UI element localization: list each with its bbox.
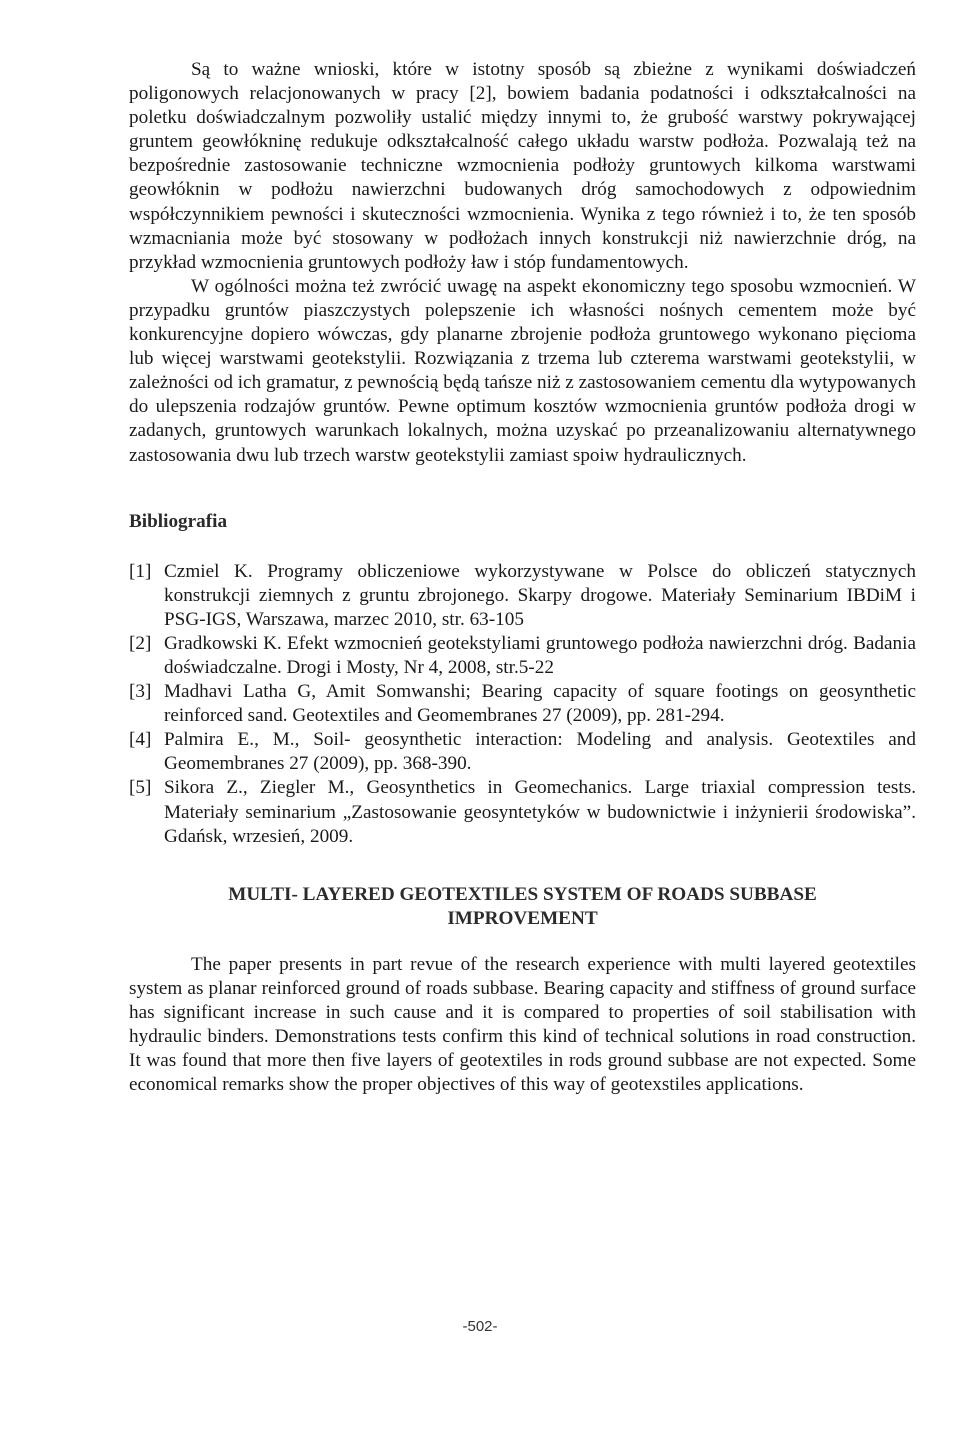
bibliography-entry-5 <box>129 776 916 848</box>
bibliography-entry-text: Madhavi Latha G, Amit Somwanshi; Bearing capacity of square footings on geosynthetic reinforced sand. Geotextiles and Geomembranes 27 (2009), pp. 281-294. <box>164 681 916 727</box>
bibliography-entry-text: Czmiel K. Programy obliczeniowe wykorzystywane w Polsce do obliczeń statycznych konstrukcji ziemnych z gruntu zbrojonego. Skarpy drogowe. Materiały Seminarium IBDiM i PSG-IGS, Warszawa, marzec 2010, str. 63-105 <box>164 560 916 630</box>
bibliography-heading: Bibliografia <box>129 510 228 532</box>
abstract-paragraph: The paper presents in part revue of the research experience with multi layered geotextiles system as planar reinforced ground of roads subbase. Bearing capacity and stiffness of ground surface has significant increase in such cause and it is compared to properties of soil stabilisation with hydraulic binders. Demonstrations tests confirm this kind of technical solutions in road construction. It was found that more then five layers of geotextiles in rods ground subbase are not expected. Some economical remarks show the proper objectives of this way of geotexstiles applications. <box>129 953 916 1096</box>
bibliography-entry-text: Palmira E., M., Soil- geosynthetic interaction: Modeling and analysis. Geotextiles and Geomembranes 27 (2009), pp. 368-390. <box>164 729 916 775</box>
page-number: -502- <box>462 1318 498 1335</box>
bibliography-entry-1 <box>129 560 916 632</box>
body-paragraph-1: Są to ważne wnioski, które w istotny sposób są zbieżne z wynikami doświadczeń poligonowych relacjonowanych w pracy [2], bowiem badania podatności i odkształcalności na poletku doświadczalnym pozwoliły ustalić między innymi to, że grubość warstwy pokrywającej gruntem geowłókninę redukuje odkształcalność całego układu warstw podłoża. Pozwalają też na bezpośrednie zastosowanie techniczne wzmocnienia podłoży gruntowych kilkoma warstwami geowłóknin w podłożu nawierzchni budowanych dróg samochodowych z odpowiednim współczynnikiem pewności i skuteczności wzmocnienia. Wynika z tego również i to, że ten sposób wzmacniania może być stosowany w podłożach innych konstrukcji niż nawierzchnie dróg, na przykład wzmocnienia gruntowych podłoży ław i stóp fundamentowych. <box>129 59 916 273</box>
bibliography-entry-number: [2] <box>129 632 152 654</box>
bibliography-list <box>129 560 916 849</box>
bibliography-entry-number: [1] <box>129 560 152 582</box>
bibliography-entry-text: Sikora Z., Ziegler M., Geosynthetics in Geomechanics. Large triaxial compression tests. Materiały seminarium „Zastosowanie geosyntetyków w budownictwie i inżynierii środowiska”. Gdańsk, wrzesień, 2009. <box>164 777 916 847</box>
bibliography-entry-number: [4] <box>129 729 152 751</box>
bibliography-entry-text: Gradkowski K. Efekt wzmocnień geotekstyliami gruntowego podłoża nawierzchni dróg. Badania doświadczalne. Drogi i Mosty, Nr 4, 2008, str.5-22 <box>164 632 916 678</box>
bibliography-entry-number: [5] <box>129 777 152 799</box>
abstract-title: MULTI- LAYERED GEOTEXTILES SYSTEM OF ROADS SUBBASE IMPROVEMENT <box>228 883 817 929</box>
bibliography-entry-number: [3] <box>129 681 152 703</box>
bibliography-entry-2 <box>129 632 916 680</box>
body-paragraph-2: W ogólności można też zwrócić uwagę na aspekt ekonomiczny tego sposobu wzmocnień. W przypadku gruntów piaszczystych polepszenie ich własności nośnych cementem może być konkurencyjne dopiero wówczas, gdy planarne zbrojenie podłoża gruntowego wykonano pięcioma lub więcej warstwami geotekstylii. Rozwiązania z trzema lub czterema warstwami geotekstylii, w zależności od ich gramatur, z pewnością będą tańsze niż z zastosowaniem cementu dla wytypowanych do ulepszenia rodzajów gruntów. Pewne optimum kosztów wzmocnienia gruntów podłoża drogi w zadanych, gruntowych warunkach lokalnych, można uzyskać po przeanalizowaniu alternatywnego zastosowania dwu lub trzech warstw geotekstylii zamiast spoiw hydraulicznych. <box>129 275 916 466</box>
bibliography-entry-3 <box>129 680 916 728</box>
page-content <box>129 58 916 1097</box>
bibliography-entry-4 <box>129 728 916 776</box>
